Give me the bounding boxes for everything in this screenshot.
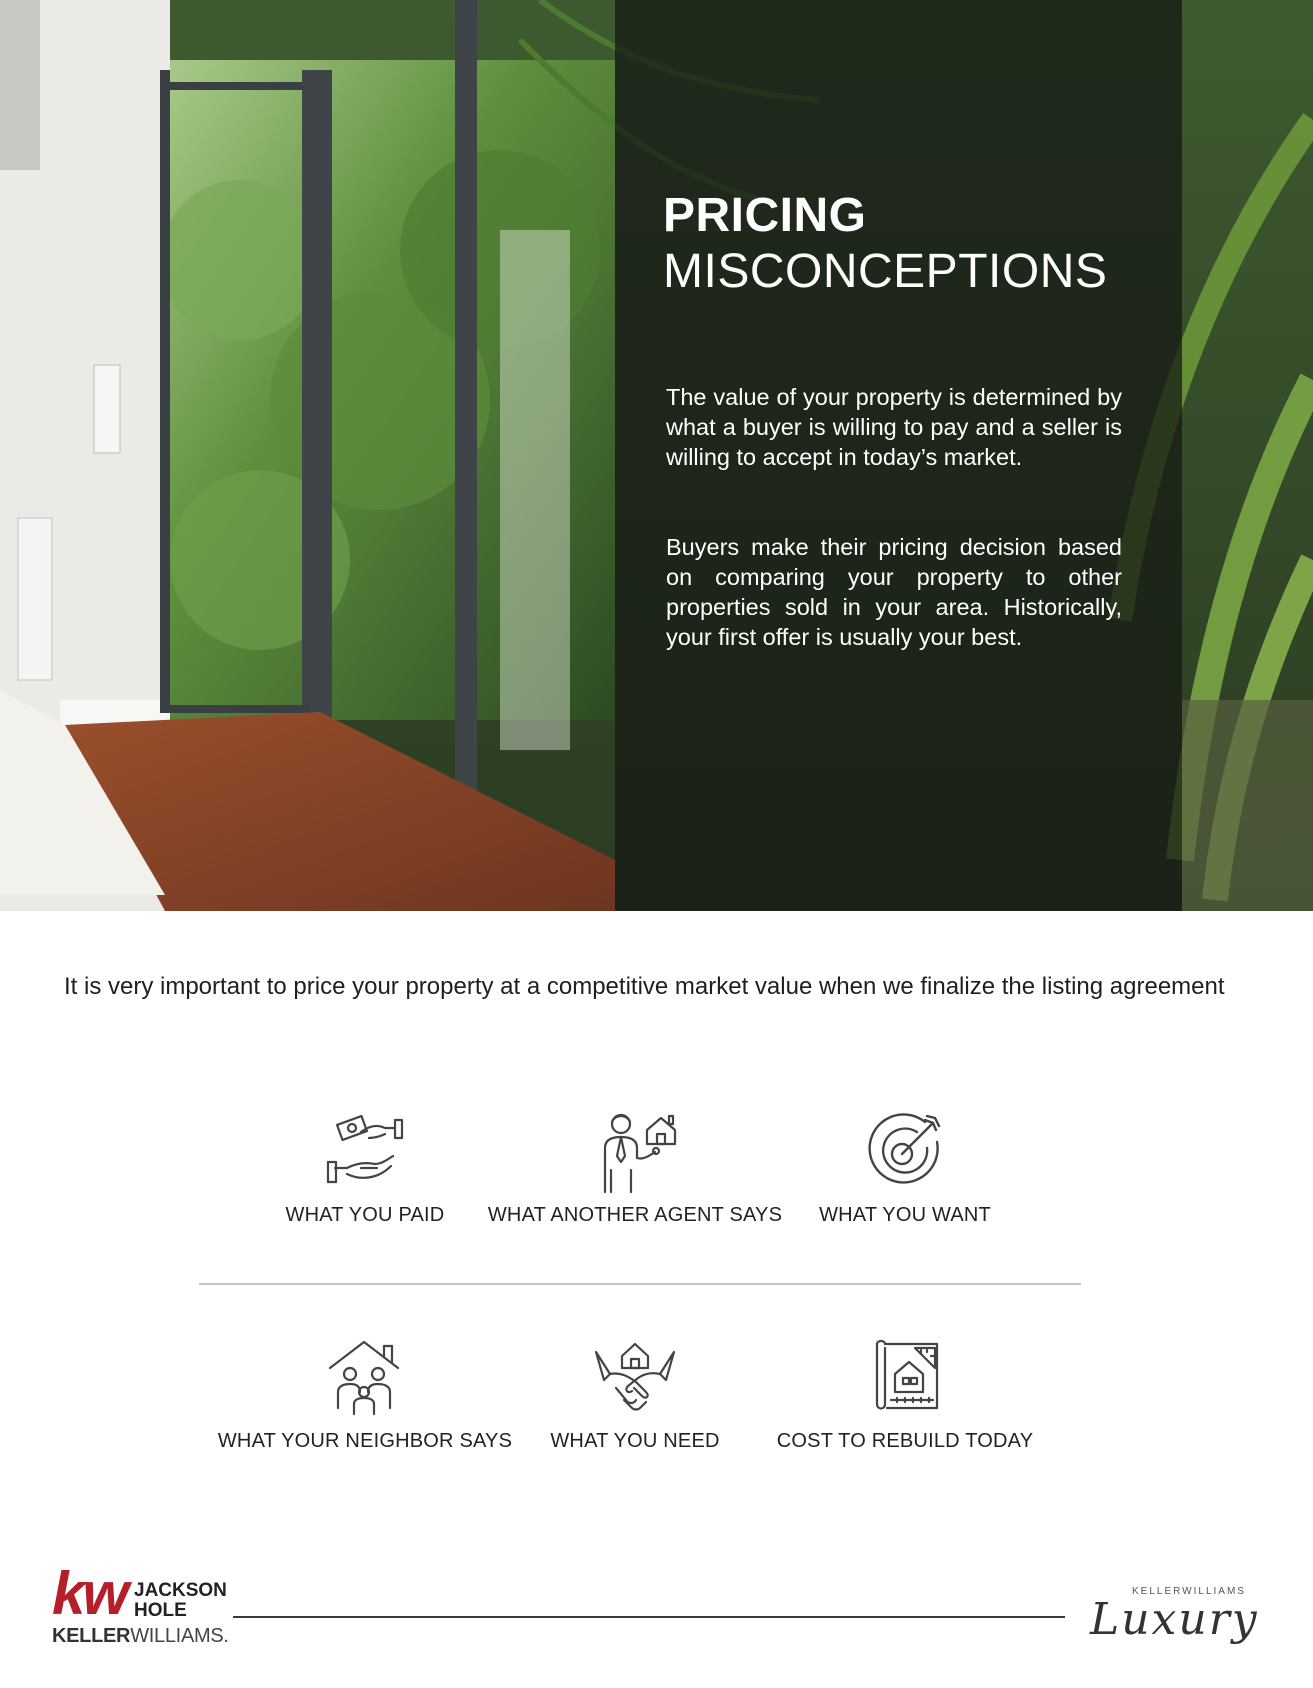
kw-brand-name [52,1625,229,1648]
footer-rule [233,1616,1065,1618]
target-icon [865,1110,945,1190]
money-hand-icon [325,1110,405,1190]
agent-house-icon [593,1110,677,1194]
factor-what-another-agent-says [480,1110,790,1227]
factor-label: WHAT YOU NEED [550,1430,720,1452]
kw-location-line1: JACKSON [134,1580,227,1601]
intro-statement: It is very important to price your property at a competitive market value when we finalize the listing agreement [64,973,1225,1000]
kw-brand-light: WILLIAMS. [130,1625,229,1647]
factor-what-you-need [530,1338,740,1453]
page-title [663,188,1107,300]
title-line-pricing: PRICING [663,189,867,242]
section-divider [199,1283,1081,1285]
factor-label: WHAT YOU PAID [285,1204,445,1226]
factor-label: WHAT ANOTHER AGENT SAYS [487,1204,783,1226]
keller-williams-luxury-logo [1090,1586,1270,1646]
kw-location-line2: HOLE [134,1600,187,1621]
hero-paragraph-buyers: Buyers make their pricing decision based on comparing your property to other properties sold in your area. Historically, your first offer is usually your best. [666,534,1122,650]
factor-cost-to-rebuild-today [770,1338,1040,1453]
factor-what-your-neighbor-says [215,1338,515,1453]
keller-williams-jackson-hole-logo [52,1560,232,1647]
family-house-icon [328,1338,402,1416]
factor-label: WHAT YOUR NEIGHBOR SAYS [217,1430,513,1452]
luxury-brand-top: KELLERWILLIAMS [1132,1586,1246,1597]
factor-label: COST TO REBUILD TODAY [776,1430,1034,1452]
kw-logo-letters: kw [52,1560,127,1627]
kw-location [134,1581,227,1621]
handshake-house-icon [594,1338,676,1416]
factor-what-you-paid [255,1110,475,1227]
blueprint-icon [867,1338,943,1416]
factor-label: WHAT YOU WANT [819,1204,991,1226]
hero-paragraph-value: The value of your property is determined by what a buyer is willing to pay and a seller is willing to accept in today’s market. [666,384,1122,470]
kw-brand-bold: KELLER [52,1625,131,1647]
luxury-wordmark: Luxury [1090,1594,1259,1645]
factor-what-you-want [790,1110,1020,1227]
title-line-misconceptions: MISCONCEPTIONS [663,245,1108,298]
